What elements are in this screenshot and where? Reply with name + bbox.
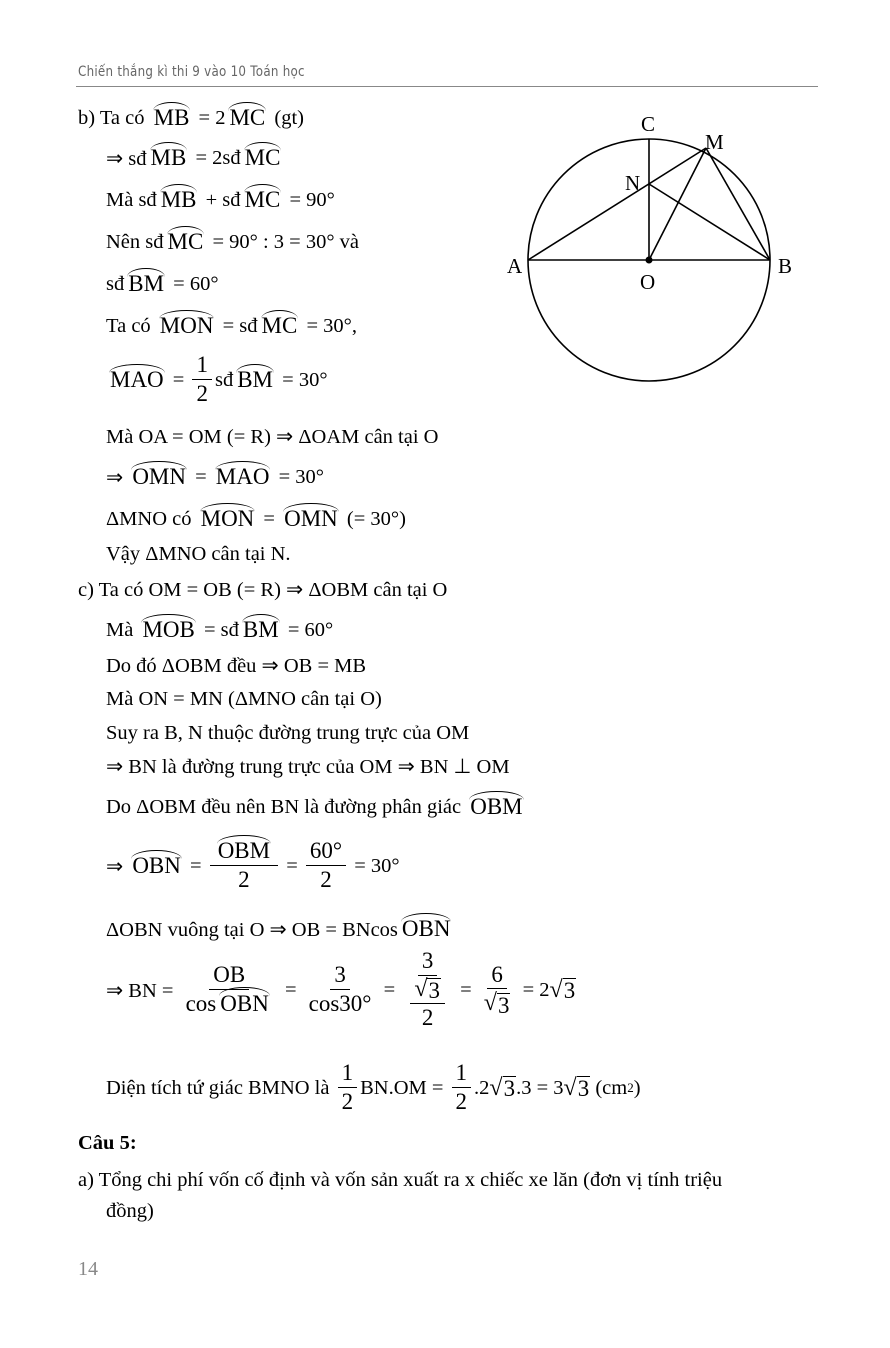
fraction <box>182 962 277 1017</box>
page-number: 14 <box>78 1258 98 1280</box>
text-run: c) Ta có OM = OB (= R) ⇒ ΔOBM cân tại O <box>78 578 448 601</box>
segment-am <box>528 148 706 260</box>
arc-notation: MB <box>160 187 197 212</box>
label-a: A <box>507 254 523 278</box>
radical-sign: √ <box>563 1074 577 1101</box>
arc-notation: BM <box>128 271 165 296</box>
header-rule <box>76 86 818 87</box>
square-root <box>489 1075 516 1102</box>
text-run: OB <box>213 962 246 988</box>
arc-notation: MC <box>244 187 281 212</box>
text-run: Mà ON = MN (ΔMNO cân tại O) <box>106 687 382 710</box>
text-run: Mà sđ <box>106 188 157 211</box>
text-run: 1 <box>341 1060 354 1086</box>
arc-notation: OBN <box>220 990 269 1016</box>
text-line <box>106 1060 641 1114</box>
denominator <box>316 866 336 894</box>
square-root <box>550 977 577 1004</box>
arc-notation: MAO <box>215 464 270 489</box>
radicand: 3 <box>503 1076 516 1102</box>
arc-notation: BM <box>242 617 279 642</box>
text-run: a) Tổng chi phí vốn cố định và vốn sản xuất ra x chiếc xe lăn (đơn vị tính triệu <box>78 1168 723 1191</box>
text-line <box>106 615 333 645</box>
text-run: ΔOBN vuông tại O ⇒ OB = BNcos <box>106 918 398 941</box>
text-run: b) Ta có <box>78 106 150 129</box>
text-line <box>106 684 382 714</box>
text-line <box>78 1128 137 1158</box>
numerator <box>192 352 212 379</box>
text-run: = 30° <box>277 368 328 391</box>
text-line <box>106 539 291 569</box>
superscript: 2 <box>627 1080 634 1095</box>
text-run: = 30° <box>273 465 324 488</box>
text-run: = <box>281 854 303 877</box>
radical-sign: √ <box>549 976 563 1003</box>
text-run: ⇒ <box>106 466 129 489</box>
text-run: Diện tích tứ giác BMNO là <box>106 1076 335 1099</box>
text-run: 2 <box>196 380 208 406</box>
text-run: = sđ <box>217 314 258 337</box>
text-run: 6 <box>491 961 503 987</box>
fraction <box>306 838 346 893</box>
text-line <box>106 948 576 1031</box>
fraction <box>403 948 452 1032</box>
text-line <box>106 352 328 406</box>
text-run: (gt) <box>269 106 305 129</box>
fraction <box>305 962 376 1017</box>
text-run: Mà OA = OM (= R) ⇒ ΔOAM cân tại O <box>106 425 439 448</box>
circle-diagram <box>490 100 810 400</box>
denominator <box>480 989 515 1018</box>
radical-sign: √ <box>414 975 428 1002</box>
radicand: 3 <box>563 978 576 1004</box>
numerator <box>410 976 445 1005</box>
text-line <box>106 1196 154 1226</box>
text-run: 2 <box>238 866 250 892</box>
arc-notation: OBM <box>217 838 271 864</box>
text-run: = 30°, <box>301 314 357 337</box>
square-root <box>414 976 441 1004</box>
text-run: .2 <box>474 1076 490 1099</box>
text-line <box>78 1165 722 1195</box>
text-run: 2 <box>421 1005 434 1031</box>
text-run: 2 <box>341 1088 354 1114</box>
fraction <box>192 352 212 407</box>
text-line <box>106 914 454 944</box>
text-run: 3 <box>421 948 434 974</box>
text-run: = 60° <box>282 618 334 641</box>
text-run: Vậy ΔMNO cân tại N. <box>106 542 291 565</box>
square-root <box>484 989 511 1018</box>
arc-notation: MB <box>150 145 187 170</box>
denominator <box>403 976 452 1032</box>
running-header: Chiến thắng kì thi 9 vào 10 Toán học <box>78 64 305 80</box>
text-run: .3 = 3 <box>516 1076 564 1099</box>
text-line <box>106 504 406 534</box>
text-run: 3 <box>334 962 346 988</box>
text-run: 1 <box>196 352 208 378</box>
expression <box>186 991 273 1016</box>
text-run: cos30° <box>308 990 372 1016</box>
arc-notation: MB <box>153 105 190 130</box>
text-run: 1 <box>455 1060 468 1086</box>
text-run: sđ <box>214 368 234 391</box>
text-run: (= 30°) <box>341 507 406 530</box>
text-run: = 60° <box>168 272 219 295</box>
segment-mb <box>706 148 770 260</box>
numerator <box>487 962 507 989</box>
radicand: 3 <box>497 992 510 1018</box>
label-m: M <box>705 130 724 154</box>
denominator <box>305 990 376 1018</box>
numerator <box>209 962 249 989</box>
numerator <box>418 948 438 975</box>
text-line <box>106 143 284 173</box>
arc-notation: MC <box>261 313 298 338</box>
text-line <box>106 185 335 215</box>
text-run: 2 <box>455 1088 468 1114</box>
text-run: Do ΔOBM đều nên BN là đường phân giác <box>106 795 467 818</box>
text-run: ⇒ BN = <box>106 979 179 1002</box>
text-run: (cm <box>590 1076 628 1099</box>
fraction <box>210 838 278 893</box>
numerator <box>330 962 350 989</box>
fraction <box>452 1060 472 1115</box>
label-o: O <box>640 270 656 294</box>
text-line <box>106 718 469 748</box>
numerator <box>306 838 346 865</box>
section-heading: Câu 5: <box>78 1131 137 1154</box>
arc-notation: MOB <box>142 617 195 642</box>
square-root <box>564 1075 591 1102</box>
text-run: = 2sđ <box>190 146 241 169</box>
text-run: Nên sđ <box>106 230 164 253</box>
text-run: sđ <box>106 272 125 295</box>
text-run: = <box>184 854 207 877</box>
arc-notation: MC <box>244 145 281 170</box>
text-line <box>106 751 510 781</box>
fraction <box>338 1060 358 1115</box>
radical-sign: √ <box>489 1074 503 1101</box>
arc-notation: MON <box>200 506 255 531</box>
text-run: = <box>167 368 190 391</box>
radical-sign: √ <box>483 990 497 1017</box>
text-line <box>106 462 324 492</box>
arc-notation: OMN <box>132 464 186 489</box>
denominator <box>338 1088 358 1116</box>
text-run: đồng) <box>106 1199 154 1222</box>
text-line <box>106 227 359 257</box>
text-run: BN.OM = <box>360 1076 449 1099</box>
text-run: Do đó ΔOBM đều ⇒ OB = MB <box>106 654 367 677</box>
text-run: Mà <box>106 618 139 641</box>
text-run: = 30° <box>349 854 400 877</box>
segment-om <box>649 148 706 260</box>
arc-notation: MC <box>167 229 204 254</box>
text-run: Ta có <box>106 314 156 337</box>
denominator <box>182 990 277 1018</box>
text-run: ⇒ <box>106 855 129 878</box>
text-run: = 2 <box>193 106 226 129</box>
numerator <box>452 1060 472 1087</box>
text-run: = 90° <box>284 188 335 211</box>
text-run: + sđ <box>200 188 241 211</box>
text-run: 60° <box>309 838 343 864</box>
text-line <box>106 311 357 341</box>
arc-notation: MAO <box>110 367 164 392</box>
text-line <box>106 269 219 299</box>
text-run: ⇒ BN là đường trung trực của OM ⇒ BN ⊥ OM <box>106 755 510 778</box>
arc-notation: MON <box>159 313 214 338</box>
arc-notation: MC <box>229 105 266 130</box>
text-line <box>106 792 527 822</box>
text-run: = <box>258 507 281 530</box>
text-run: ⇒ sđ <box>106 147 147 170</box>
text-run: = <box>279 978 302 1001</box>
label-n: N <box>625 171 641 195</box>
text-line <box>106 650 366 680</box>
text-run: cos <box>185 990 217 1016</box>
text-run: Suy ra B, N thuộc đường trung trực của OM <box>106 721 470 744</box>
arc-notation: OMN <box>284 506 338 531</box>
text-run: = <box>454 978 477 1001</box>
fraction <box>410 976 445 1032</box>
text-run: = 2 <box>517 978 550 1001</box>
text-run: = 90° : 3 = 30° và <box>207 230 360 253</box>
arc-notation: OBN <box>132 853 181 878</box>
text-run: = <box>189 465 212 488</box>
denominator <box>418 1004 438 1032</box>
radicand: 3 <box>428 978 440 1004</box>
numerator <box>338 1060 358 1087</box>
text-line <box>106 838 400 892</box>
arc-notation: OBM <box>470 794 523 819</box>
text-line <box>78 103 304 133</box>
center-point <box>646 257 653 264</box>
radicand: 3 <box>577 1076 590 1102</box>
label-b: B <box>778 254 793 278</box>
numerator <box>210 838 278 865</box>
text-run: ΔMNO có <box>106 507 197 530</box>
text-line <box>106 421 438 451</box>
text-line <box>78 574 447 604</box>
text-run: = <box>378 978 401 1001</box>
text-run: = sđ <box>198 618 239 641</box>
arc-notation: BM <box>237 367 274 392</box>
denominator <box>452 1088 472 1116</box>
arc-notation: OBN <box>401 916 451 941</box>
text-run: ) <box>633 1076 641 1099</box>
denominator <box>234 866 254 894</box>
label-c: C <box>641 112 656 136</box>
fraction <box>480 962 515 1018</box>
text-run: 2 <box>320 866 332 892</box>
denominator <box>192 380 212 408</box>
